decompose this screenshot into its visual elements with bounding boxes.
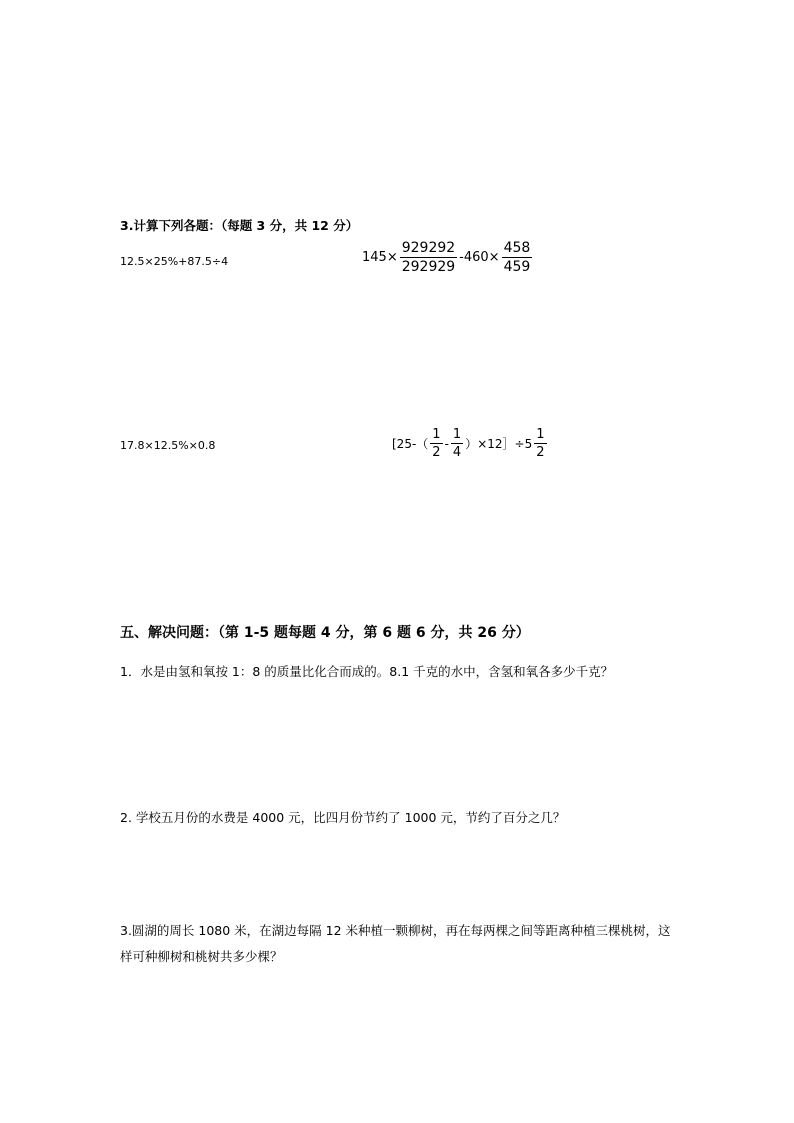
fraction-929292-over-292929 (400, 240, 457, 275)
fraction-458-over-459 (502, 240, 533, 275)
fraction-numerator: 1 (432, 427, 441, 442)
fraction-denominator: 4 (452, 445, 462, 460)
fraction-numerator: 1 (536, 427, 545, 442)
fraction-numerator: 1 (452, 427, 462, 442)
fraction-numerator: 458 (503, 240, 531, 256)
question-3: 3.圆湖的周长 1080 米，在湖边每隔 12 米种植一颗柳树，再在每两棵之间等距离种植三棵桃树，这样可种柳树和桃树共多少棵？ (120, 923, 671, 964)
fraction-numerator: 929292 (401, 240, 456, 256)
section-3-title: 3.计算下列各题：（每题 3 分，共 12 分） (120, 218, 359, 233)
problem-2 (362, 240, 534, 275)
fraction-1-over-2 (430, 427, 442, 460)
fraction-1-over-2-mixed (534, 427, 546, 460)
problem-4-lead: [25-（ (392, 437, 429, 451)
problem-4-minus: - (444, 436, 449, 451)
problem-4 (392, 427, 549, 460)
fraction-denominator: 459 (503, 259, 531, 275)
question-2: 2. 学校五月份的水费是 4000 元，比四月份节约了 1000 元，节约了百分之几？ (120, 810, 566, 825)
problem-2-lead: 145× (362, 250, 398, 265)
fraction-denominator: 292929 (401, 259, 456, 275)
problem-4-mid: ）×12］÷5 (465, 437, 533, 451)
section-5-title: 五、解决问题：（第 1-5 题每题 4 分，第 6 题 6 分，共 26 分） (120, 625, 530, 641)
fraction-1-over-4 (451, 427, 463, 460)
question-1: 1．水是由氢和氧按 1：8 的质量比化合而成的。8.1 千克的水中，含氢和氧各多少千克？ (120, 664, 614, 679)
problem-2-mid: -460× (459, 250, 500, 265)
fraction-denominator: 2 (536, 445, 545, 460)
problem-1: 12.5×25%+87.5÷4 (120, 255, 229, 268)
problem-3: 17.8×12.5%×0.8 (120, 439, 216, 452)
fraction-denominator: 2 (432, 445, 441, 460)
